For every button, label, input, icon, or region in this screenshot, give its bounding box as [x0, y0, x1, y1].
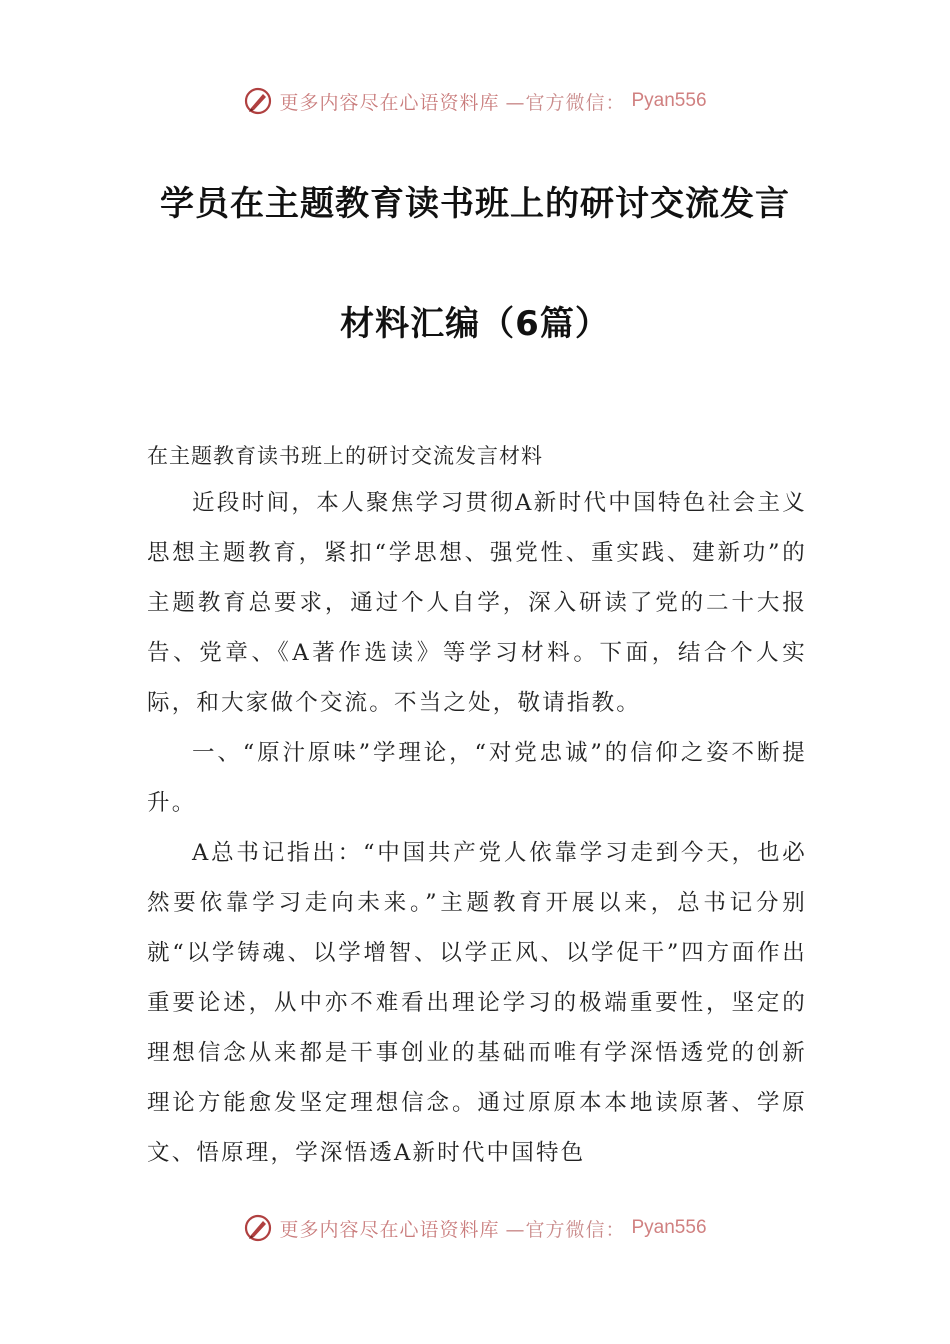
body-paragraph: 近段时间，本人聚焦学习贯彻A新时代中国特色社会主义思想主题教育，紧扣“学思想、强党性、重实践、建新功”的主题教育总要求，通过个人自学，深入研读了党的二十大报告、党章、《A著作选读》等学习材料。下面，结合个人实际，和大家做个交流。不当之处，敬请指教。 [147, 490, 807, 716]
watermark-header [0, 86, 950, 116]
document-title-line-1: 学员在主题教育读书班上的研讨交流发言 [160, 184, 790, 224]
section-subheading: 在主题教育读书班上的研讨交流发言材料 [147, 444, 543, 468]
body-paragraph: A总书记指出：“中国共产党人依靠学习走到今天，也必然要依靠学习走向未来。”主题教育开展以来，总书记分别就“以学铸魂、以学增智、以学正风、以学促干”四方面作出重要论述，从中亦不难看出理论学习的极端重要性，坚定的理想信念从来都是干事创业的基础而唯有学深悟透党的创新理论方能愈发坚定理想信念。通过原原本本地读原著、学原文、悟原理，学深悟透A新时代中国特色 [147, 840, 807, 1166]
pen-logo-icon [243, 86, 273, 116]
watermark-brand: 更多内容尽在心语资料库 [279, 91, 500, 114]
watermark-account: Pyan556 [631, 90, 707, 111]
pen-logo-icon [243, 1213, 273, 1243]
watermark-account: Pyan556 [631, 1217, 707, 1238]
watermark-brand: 更多内容尽在心语资料库 [279, 1218, 500, 1241]
document-title-line-2: 材料汇编（6篇） [340, 304, 610, 344]
document-body [147, 478, 807, 1178]
watermark-footer [0, 1213, 950, 1243]
body-paragraph: 一、“原汁原味”学理论，“对党忠诚”的信仰之姿不断提升。 [147, 740, 807, 816]
watermark-separator: —官方微信： [505, 1218, 626, 1241]
watermark-separator: —官方微信： [505, 91, 626, 114]
